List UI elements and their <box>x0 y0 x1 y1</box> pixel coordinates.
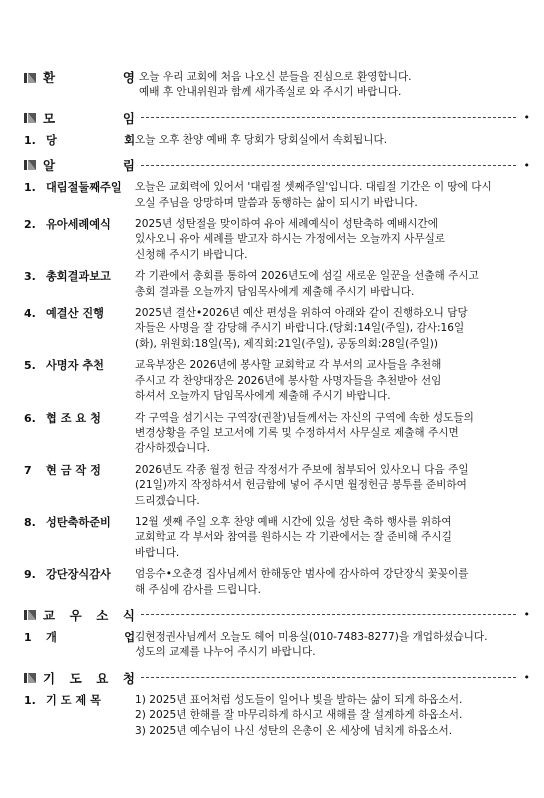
item-body <box>135 133 530 148</box>
members-section-header <box>24 604 530 626</box>
welcome-line: 예배 후 안내위원과 함께 새가족실로 와 주시기 바랍니다. <box>139 86 402 99</box>
item-body-line: 감사하겠습니다. <box>135 442 211 455</box>
item-body-line: 2) 2025년 한해를 잘 마무리하게 하시고 새해를 잘 설계하게 하옵소서. <box>135 709 463 722</box>
item-body <box>135 693 530 739</box>
item-body <box>135 630 530 661</box>
section-marker-icon <box>24 112 37 124</box>
item-number: 8. <box>24 515 36 529</box>
gathering-item <box>24 133 530 148</box>
item-body-line: 해 주심에 감사를 드립니다. <box>135 583 262 596</box>
item-body <box>135 358 530 404</box>
item-label: 사명자 추천 <box>46 359 104 373</box>
notice-item <box>24 180 530 211</box>
item-number: 1 <box>24 630 32 644</box>
members-divider-dot: • <box>523 608 530 622</box>
members-item <box>24 630 530 661</box>
notice-item <box>24 463 530 509</box>
prayer-item <box>24 693 530 739</box>
item-body-line: 주시고 각 찬양대장은 2026년에 봉사할 사명자들을 추천받아 선임 <box>135 374 442 387</box>
notice-divider-dot: • <box>523 158 530 172</box>
welcome-section <box>24 70 530 101</box>
item-body-line: 교회학교 각 부서와 참여를 원하시는 각 기관에서는 잘 준비해 주시길 <box>135 531 452 544</box>
item-body-line: 신청해 주시기 바랍니다. <box>135 248 248 261</box>
item-label: 현 금 작 정 <box>46 463 101 477</box>
notice-item <box>24 358 530 404</box>
item-body-line: 1) 2025년 표어처럼 성도들이 일어나 빛을 발하는 삶이 되게 하옵소서. <box>135 693 463 706</box>
bulletin-page <box>24 70 530 745</box>
item-body-line: 3) 2025년 예수님이 나신 성탄의 은총이 온 세상에 넘치게 하옵소서. <box>135 724 453 737</box>
item-body-line: 김현정권사님께서 오늘도 헤어 미용실(010-7483-8277)을 개업하셨습니다. <box>135 630 488 643</box>
item-label: 총회결과보고 <box>46 270 111 284</box>
item-number: 3. <box>24 270 36 284</box>
item-number: 4. <box>24 307 36 321</box>
item-label: 대림절둘째주일 <box>46 181 122 195</box>
prayer-section-title: 기 도 요 청 <box>43 670 135 686</box>
item-body <box>135 180 530 211</box>
item-body-line: (21일)까지 작정하셔서 헌금함에 넣어 주시면 월정헌금 봉투를 준비하여 <box>135 479 467 492</box>
item-body <box>135 567 530 598</box>
item-number: 6. <box>24 411 36 425</box>
prayer-divider-dot: • <box>523 671 530 685</box>
item-body <box>135 515 530 561</box>
item-body-line: 변경상황을 주일 보고서에 기록 및 수정하셔서 사무실로 제출해 주시면 <box>135 426 459 439</box>
item-label: 협 조 요 청 <box>46 411 101 425</box>
prayer-divider <box>141 677 516 678</box>
item-body <box>135 306 530 352</box>
gathering-section-title: 모 임 <box>43 110 135 126</box>
item-body-line: 교육부장은 2026년에 봉사할 교회학교 각 부서의 교사들을 추천해 <box>135 359 442 372</box>
welcome-line: 오늘 우리 교회에 처음 나오신 분들을 진심으로 환영합니다. <box>139 71 412 83</box>
notice-item <box>24 411 530 457</box>
section-marker-icon <box>24 609 37 621</box>
item-label: 성탄축하준비 <box>46 515 111 529</box>
item-body <box>135 463 530 509</box>
item-number: 1. <box>24 181 36 195</box>
members-section-title: 교 우 소 식 <box>43 607 135 623</box>
item-number: 5. <box>24 359 36 373</box>
item-label: 당 회 <box>46 133 135 147</box>
item-body-line: 각 기관에서 총회를 통하여 2026년도에 섬길 새로운 일꾼을 선출해 주시고 <box>135 270 479 283</box>
prayer-section-header <box>24 667 530 689</box>
item-number: 1. <box>24 693 36 707</box>
item-number: 1. <box>24 133 36 147</box>
gathering-divider-dot: • <box>523 111 530 125</box>
item-body-line: 오실 주님을 앙망하며 말씀과 동행하는 삶이 되시기 바랍니다. <box>135 196 418 209</box>
item-body-line: 12월 셋째 주일 오후 찬양 예배 시간에 있을 성탄 축하 행사를 위하여 <box>135 515 452 528</box>
welcome-section-title: 환 영 <box>43 70 135 85</box>
item-body-line: 오늘 오후 찬양 예배 후 당회가 당회실에서 속회됩니다. <box>135 133 388 146</box>
item-label: 개 업 <box>46 630 135 644</box>
item-body <box>135 217 530 263</box>
section-marker-icon <box>24 159 37 171</box>
item-body-line: 2025년 결산•2026년 예산 편성을 위하여 아래와 같이 진행하오니 담당 <box>135 307 468 320</box>
item-body-line: 자들은 사명을 잘 감당해 주시기 바랍니다.(당회:14일(주일), 감사:16일 <box>135 322 465 335</box>
item-number: 9. <box>24 568 36 582</box>
item-body-line: 각 구역을 섬기시는 구역장(권찰)님들께서는 자신의 구역에 속한 성도들의 <box>135 411 474 424</box>
notice-section-title: 알 림 <box>43 158 135 174</box>
notice-section-header <box>24 154 530 176</box>
item-body-line: 2026년도 각종 월정 헌금 작정서가 주보에 첨부되어 있사오니 다음 주일 <box>135 463 469 476</box>
item-label: 기 도 제 목 <box>46 693 101 707</box>
members-divider <box>141 614 516 615</box>
item-label: 유아세례예식 <box>46 218 111 232</box>
notice-item <box>24 567 530 598</box>
notice-divider <box>141 165 516 166</box>
item-body <box>135 411 530 457</box>
item-body-line: 총회 결과를 오늘까지 담임목사에게 제출해 주시기 바랍니다. <box>135 285 415 298</box>
item-body-line: 성도의 교제를 나누어 주시기 바랍니다. <box>135 646 316 659</box>
notice-item <box>24 306 530 352</box>
gathering-section-header <box>24 107 530 129</box>
item-body-line: 엄응수•오춘경 집사님께서 한해동안 범사에 감사하여 강단장식 꽃꽂이를 <box>135 568 469 581</box>
item-number: 2. <box>24 218 36 232</box>
item-body <box>135 269 530 300</box>
gathering-divider <box>141 117 516 118</box>
item-number: 7 <box>24 463 32 477</box>
item-label: 예결산 진행 <box>46 307 104 321</box>
item-body-line: 2025년 성탄절을 맞이하여 유아 세례예식이 성탄축하 예배시간에 <box>135 218 439 231</box>
item-body-line: 하셔서 오늘까지 담임목사에게 제출해 주시기 바랍니다. <box>135 390 391 403</box>
section-marker-icon <box>24 72 37 84</box>
item-label: 강단장식감사 <box>46 568 111 582</box>
item-body-line: 드리겠습니다. <box>135 494 200 507</box>
notice-item <box>24 269 530 300</box>
notice-item <box>24 217 530 263</box>
notice-item <box>24 515 530 561</box>
item-body-line: 바랍니다. <box>135 546 180 559</box>
item-body-line: 있사오니 유아 세례를 받고자 하시는 가정에서는 오늘까지 사무실로 <box>135 233 446 246</box>
item-body-line: (화), 위원회:18일(목), 제직회:21일(주일), 공동의회:28일(주일)) <box>135 337 438 350</box>
welcome-body <box>135 70 530 101</box>
item-body-line: 오늘은 교회력에 있어서 '대림절 셋째주일'입니다. 대림절 기간은 이 땅에 다시 <box>135 181 492 194</box>
section-marker-icon <box>24 672 37 684</box>
